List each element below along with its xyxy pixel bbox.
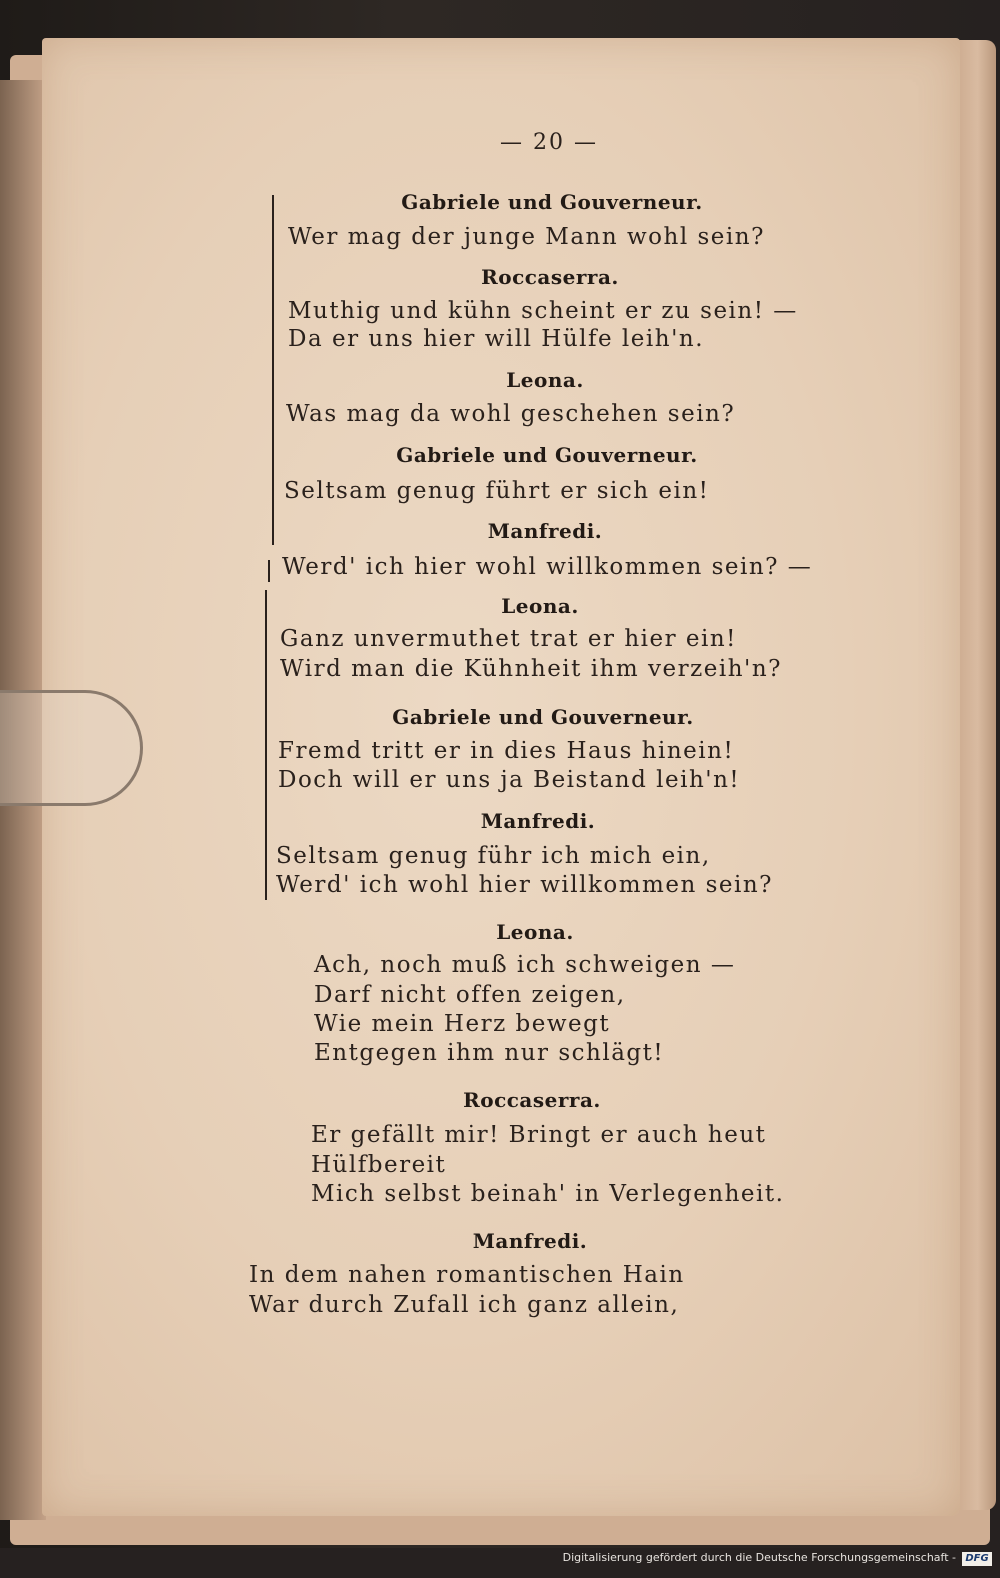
- verse-line: In dem nahen romantischen Hain: [249, 1262, 685, 1288]
- verse-line: Mich selbst beinah' in Verlegenheit.: [311, 1181, 785, 1207]
- dfg-logo: DFG: [962, 1552, 992, 1566]
- page-number: — 20 —: [500, 130, 598, 155]
- bracket-block-2: [265, 590, 267, 900]
- speaker-heading: Roccaserra.: [463, 1088, 601, 1112]
- verse-line: Fremd tritt er in dies Haus hinein!: [278, 738, 735, 764]
- verse-line: Was mag da wohl geschehen sein?: [286, 401, 736, 427]
- speaker-heading: Gabriele und Gouverneur.: [396, 443, 698, 467]
- page-clip: [0, 690, 143, 806]
- verse-line: Werd' ich hier wohl willkommen sein? —: [282, 554, 813, 580]
- verse-line: Er gefällt mir! Bringt er auch heut: [311, 1122, 767, 1148]
- speaker-heading: Gabriele und Gouverneur.: [401, 190, 703, 214]
- verse-line: Ganz unvermuthet trat er hier ein!: [280, 626, 737, 652]
- speaker-heading: Manfredi.: [487, 519, 603, 543]
- speaker-heading: Manfredi.: [480, 809, 596, 833]
- verse-line: Wie mein Herz bewegt: [314, 1011, 611, 1037]
- verse-line: Wird man die Kühnheit ihm verzeih'n?: [280, 656, 782, 682]
- speaker-heading: Leona.: [506, 368, 584, 392]
- speaker-heading: Leona.: [501, 594, 579, 618]
- verse-line: Hülfbereit: [311, 1152, 447, 1178]
- bracket-manfredi: [268, 560, 270, 582]
- verse-line: Seltsam genug führ ich mich ein,: [276, 843, 711, 869]
- bracket-block-1: [272, 195, 274, 545]
- verse-line: War durch Zufall ich ganz allein,: [249, 1292, 680, 1318]
- verse-line: Darf nicht offen zeigen,: [314, 982, 626, 1008]
- verse-line: Werd' ich wohl hier willkommen sein?: [276, 872, 773, 898]
- verse-line: Wer mag der junge Mann wohl sein?: [288, 224, 765, 250]
- speaker-heading: Roccaserra.: [481, 265, 619, 289]
- verse-line: Entgegen ihm nur schlägt!: [314, 1040, 665, 1066]
- speaker-heading: Gabriele und Gouverneur.: [392, 705, 694, 729]
- verse-line: Ach, noch muß ich schweigen —: [314, 952, 736, 978]
- funding-credit: Digitalisierung gefördert durch die Deutsche Forschungsgemeinschaft -: [562, 1551, 956, 1564]
- verse-line: Muthig und kühn scheint er zu sein! —: [288, 298, 798, 324]
- speaker-heading: Leona.: [496, 920, 574, 944]
- verse-line: Doch will er uns ja Beistand leih'n!: [278, 767, 741, 793]
- speaker-heading: Manfredi.: [472, 1229, 588, 1253]
- verse-line: Seltsam genug führt er sich ein!: [284, 478, 710, 504]
- verse-line: Da er uns hier will Hülfe leih'n.: [288, 326, 705, 352]
